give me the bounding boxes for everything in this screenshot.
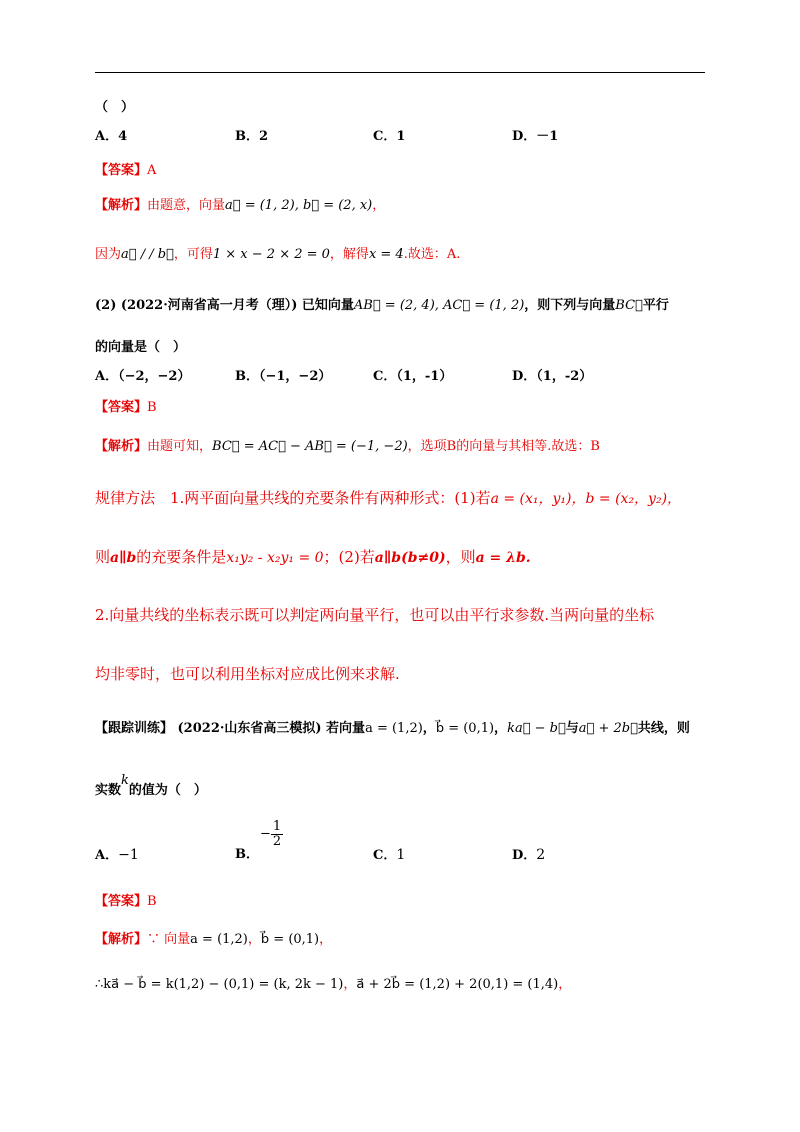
option-value: −1 xyxy=(118,847,139,863)
formula: a⃗ + 2b⃗ = (1,2) + 2(0,1) = (1,4) xyxy=(356,977,559,992)
formula: BC⃗ xyxy=(615,298,643,313)
question-stem: 平行 xyxy=(642,298,669,313)
question-stem: 实数 xyxy=(95,783,122,798)
analysis-text: 由题可知， xyxy=(147,439,213,454)
q2-stem-line2: 的向量是（ ） xyxy=(95,340,187,355)
therefore-symbol: ∴ xyxy=(95,977,104,992)
q3-analysis-line2 xyxy=(95,976,571,994)
analysis-text: ，解得 xyxy=(329,247,369,262)
question-stem: ，则下列与向量 xyxy=(524,298,616,313)
q2-option-d: D．（1，-2） xyxy=(512,369,593,384)
q3-option-b-fraction xyxy=(260,820,283,849)
analysis-tag: 【解析】 xyxy=(95,439,148,454)
q3-option-c xyxy=(373,846,405,865)
q2-option-b: B．（−1，−2） xyxy=(235,369,332,384)
q3-analysis-line1 xyxy=(95,931,332,949)
rule-text: 的充要条件是 xyxy=(136,548,227,566)
rule-line1 xyxy=(95,489,681,508)
minus-sign: − xyxy=(260,826,271,842)
q3-option-a xyxy=(95,846,139,865)
q1-analysis-line2 xyxy=(95,246,460,264)
formula: k xyxy=(121,773,129,788)
analysis-text: ∵ 向量 xyxy=(147,932,191,947)
formula: b⃗ = (0,1) xyxy=(435,721,495,736)
option-value: 2 xyxy=(536,847,546,863)
q1-option-d: D．－1 xyxy=(512,129,559,144)
rule-line3: 2.向量共线的坐标表示既可以判定两向量平行，也可以由平行求参数.当两向量的坐标 xyxy=(95,606,655,624)
answer-tag: 【答案】 xyxy=(95,163,148,178)
rule-line4: 均非零时，也可以利用坐标对应成比例来求解. xyxy=(95,665,400,683)
punct: ， xyxy=(343,977,357,992)
formula: BC⃗ = AC⃗ − AB⃗ = (−1, −2) xyxy=(212,439,408,454)
q3-stem-line2 xyxy=(95,773,207,800)
punct: ， xyxy=(422,721,436,736)
rule-text: 规律方法 1.两平面向量共线的充要条件有两种形式：(1)若 xyxy=(95,489,491,507)
answer-value: A xyxy=(147,163,157,178)
formula: 1 × x − 2 × 2 = 0 xyxy=(212,247,330,262)
analysis-text: 由题意，向量 xyxy=(147,198,226,213)
fraction-denominator: 2 xyxy=(272,834,282,849)
q2-analysis xyxy=(95,438,600,456)
punct: ， xyxy=(372,198,386,213)
q3-stem-line1 xyxy=(95,720,690,738)
formula: a = (x₁，y₁)，b = (x₂，y₂)， xyxy=(490,491,682,507)
option-label: A． xyxy=(95,848,119,863)
formula: a⃗ = (1, 2), b⃗ = (2, x) xyxy=(225,198,373,213)
q1-option-a: A．4 xyxy=(95,129,128,144)
q1-paren: （ ） xyxy=(95,100,135,115)
formula: a∥b(b≠0) xyxy=(374,550,446,566)
formula: x = 4 xyxy=(368,247,404,262)
formula: AB⃗ = (2, 4), AC⃗ = (1, 2) xyxy=(353,298,525,313)
q3-option-b xyxy=(235,846,259,864)
q3-option-d xyxy=(512,846,545,865)
analysis-text: ，选项B的向量与其相等.故选：B xyxy=(407,439,600,454)
q1-answer xyxy=(95,162,156,180)
question-stem: 与 xyxy=(565,721,579,736)
rule-text: ，则 xyxy=(445,548,476,566)
formula: ka⃗ − b⃗ = k(1,2) − (0,1) = (k, 2k − 1) xyxy=(103,977,344,992)
analysis-tag: 【解析】 xyxy=(95,932,148,947)
analysis-text: .故选：A. xyxy=(403,247,461,262)
option-value: 1 xyxy=(396,847,406,863)
formula: a = (1,2) xyxy=(190,932,248,947)
q2-option-c: C．（1，-1） xyxy=(373,369,453,384)
q2-options xyxy=(95,368,705,386)
q2-answer xyxy=(95,399,157,417)
punct: ， xyxy=(247,932,261,947)
option-label: D． xyxy=(512,848,537,863)
question-stem: (2) (2022·河南省高一月考（理）) 已知向量 xyxy=(95,298,354,313)
rule-text: ；(2)若 xyxy=(323,548,375,566)
formula: a = λb. xyxy=(475,550,531,566)
question-stem: 【跟踪训练】 (2022·山东省高三模拟) 若向量 xyxy=(95,721,366,736)
header-rule xyxy=(95,72,705,73)
analysis-text: ，可得 xyxy=(173,247,213,262)
q1-options xyxy=(95,128,705,146)
q2-option-a: A．（−2，−2） xyxy=(95,369,191,384)
analysis-tag: 【解析】 xyxy=(95,198,148,213)
rule-line2 xyxy=(95,548,531,567)
q3-options xyxy=(95,819,705,868)
fraction-numerator: 1 xyxy=(272,819,282,834)
formula: x₁y₂ - x₂y₁ = 0 xyxy=(226,550,324,566)
q1-analysis-line1 xyxy=(95,197,385,215)
q2-stem-line1 xyxy=(95,297,669,315)
question-stem: 共线，则 xyxy=(637,721,690,736)
rule-text: 则 xyxy=(95,548,111,566)
q3-answer xyxy=(95,893,157,911)
q1-option-b: B．2 xyxy=(235,129,269,144)
formula: a = (1,2) xyxy=(365,721,423,736)
option-label: B． xyxy=(235,847,259,862)
analysis-text: 因为 xyxy=(95,247,122,262)
formula: a⃗ / / b⃗ xyxy=(121,247,174,262)
punct: ， xyxy=(558,977,572,992)
answer-value: B xyxy=(147,400,157,415)
punct: ， xyxy=(319,932,333,947)
option-label: C． xyxy=(373,848,397,863)
answer-tag: 【答案】 xyxy=(95,894,148,909)
punct: ， xyxy=(494,721,508,736)
formula: a∥b xyxy=(110,550,137,566)
answer-value: B xyxy=(147,894,157,909)
formula: ka⃗ − b⃗ xyxy=(507,721,566,736)
formula: a⃗ + 2b⃗ xyxy=(578,721,638,736)
q1-option-c: C．1 xyxy=(373,129,406,144)
question-stem: 的值为（ ） xyxy=(128,783,207,798)
answer-tag: 【答案】 xyxy=(95,400,148,415)
formula: b⃗ = (0,1) xyxy=(260,932,320,947)
